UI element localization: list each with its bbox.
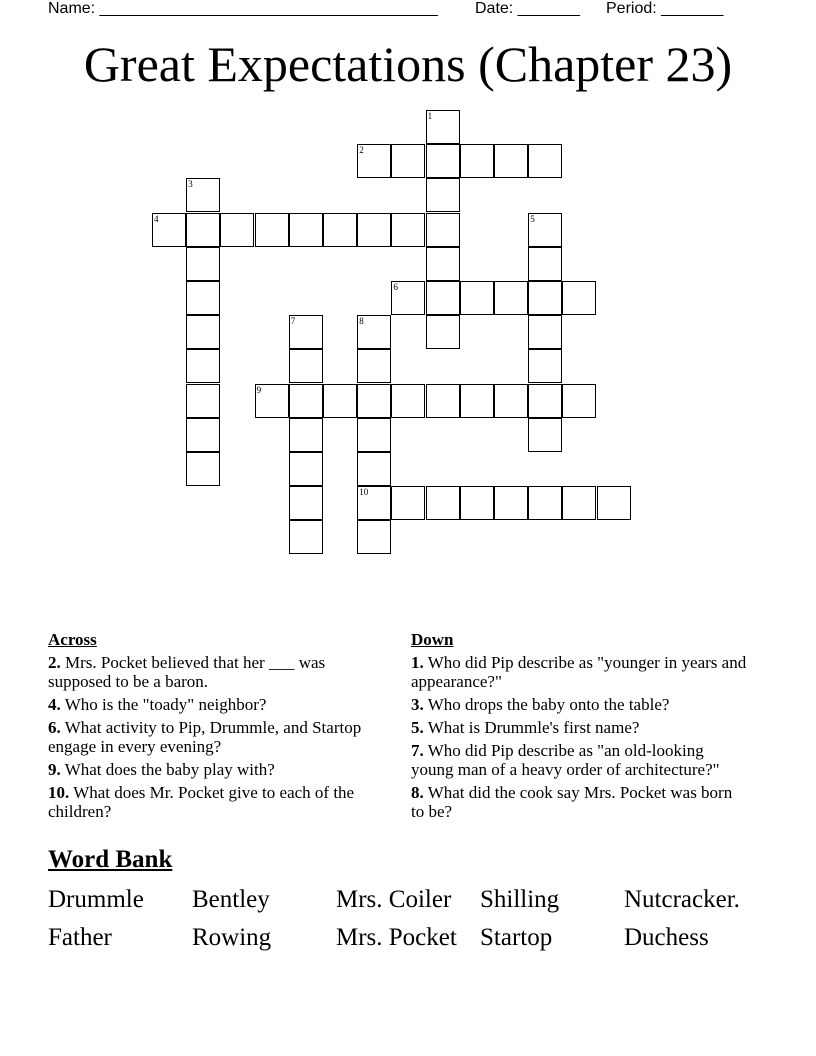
grid-cell[interactable] xyxy=(460,281,494,315)
grid-cell[interactable] xyxy=(528,281,562,315)
grid-cell[interactable] xyxy=(186,281,220,315)
grid-cell[interactable] xyxy=(289,520,323,554)
clue-across-10: 10. What does Mr. Pocket give to each of the children? xyxy=(48,783,355,821)
grid-cell[interactable] xyxy=(357,418,391,452)
grid-cell[interactable] xyxy=(426,178,460,212)
grid-cell[interactable] xyxy=(426,315,460,349)
grid-cell[interactable] xyxy=(426,213,460,247)
grid-cell[interactable] xyxy=(528,418,562,452)
grid-cell[interactable] xyxy=(357,384,391,418)
word-bank xyxy=(48,882,768,958)
word-bank-item: Mrs. Pocket xyxy=(336,924,457,951)
grid-cell[interactable] xyxy=(289,384,323,418)
grid-cell[interactable] xyxy=(494,144,528,178)
grid-cell[interactable] xyxy=(494,384,528,418)
clue-across-6: 6. What activity to Pip, Drummle, and Startop engage in every evening? xyxy=(48,718,362,756)
grid-cell[interactable] xyxy=(357,349,391,383)
across-clues xyxy=(48,630,384,825)
grid-cell[interactable] xyxy=(186,384,220,418)
cell-number: 7 xyxy=(290,316,296,327)
cell-number: 9 xyxy=(256,384,262,395)
cell-number: 8 xyxy=(359,316,364,327)
clue-across-9: 9. What does the baby play with? xyxy=(48,760,275,779)
word-bank-item: Father xyxy=(48,924,112,951)
cell-number: 10 xyxy=(359,487,369,498)
cell-number: 4 xyxy=(154,213,159,224)
grid-cell[interactable] xyxy=(391,144,425,178)
grid-cell[interactable] xyxy=(255,213,289,247)
grid-cell[interactable] xyxy=(426,247,460,281)
grid-cell[interactable] xyxy=(562,384,596,418)
grid-cell[interactable] xyxy=(152,213,186,247)
grid-cell[interactable] xyxy=(528,349,562,383)
grid-cell[interactable] xyxy=(186,213,220,247)
grid-cell[interactable] xyxy=(528,315,562,349)
grid-cell[interactable] xyxy=(528,486,562,520)
cell-number: 5 xyxy=(530,213,535,224)
grid-cell[interactable] xyxy=(391,281,425,315)
across-heading: Across xyxy=(48,630,97,649)
name-field-label: Name: ______________________________________ xyxy=(48,0,438,17)
clue-down-1: 1. Who did Pip describe as "younger in years and appearance?" xyxy=(411,653,747,691)
grid-cell[interactable] xyxy=(528,247,562,281)
grid-cell[interactable] xyxy=(357,144,391,178)
clue-down-8: 8. What did the cook say Mrs. Pocket was born to be? xyxy=(411,783,733,821)
clue-across-4: 4. Who is the "toady" neighbor? xyxy=(48,695,267,714)
grid-cell[interactable] xyxy=(186,247,220,281)
grid-cell[interactable] xyxy=(357,452,391,486)
grid-cell[interactable] xyxy=(426,384,460,418)
grid-cell[interactable] xyxy=(597,486,631,520)
word-bank-item: Startop xyxy=(480,924,553,951)
grid-cell[interactable] xyxy=(528,384,562,418)
grid-cell[interactable] xyxy=(323,384,357,418)
down-clues xyxy=(411,630,747,825)
grid-cell[interactable] xyxy=(186,178,220,212)
worksheet-title: Great Expectations (Chapter 23) xyxy=(83,36,733,92)
down-heading: Down xyxy=(411,630,454,649)
grid-cell[interactable] xyxy=(186,452,220,486)
grid-cell[interactable] xyxy=(528,213,562,247)
word-bank-item: Drummle xyxy=(48,886,144,913)
grid-cell[interactable] xyxy=(562,281,596,315)
grid-cell[interactable] xyxy=(323,213,357,247)
date-field-label: Date: _______ xyxy=(475,0,580,17)
clue-across-2: 2. Mrs. Pocket believed that her ___ was supposed to be a baron. xyxy=(48,653,326,691)
word-bank-item: Rowing xyxy=(192,924,272,951)
grid-cell[interactable] xyxy=(494,281,528,315)
word-bank-item: Nutcracker. xyxy=(624,886,740,913)
grid-cell[interactable] xyxy=(494,486,528,520)
grid-cell[interactable] xyxy=(289,486,323,520)
cell-number: 6 xyxy=(393,282,398,292)
grid-cell[interactable] xyxy=(426,144,460,178)
grid-cell[interactable] xyxy=(289,418,323,452)
period-field-label: Period: _______ xyxy=(606,0,724,17)
clue-down-3: 3. Who drops the baby onto the table? xyxy=(411,695,670,714)
grid-cell[interactable] xyxy=(460,486,494,520)
grid-cell[interactable] xyxy=(357,213,391,247)
grid-cell[interactable] xyxy=(391,384,425,418)
grid-cell[interactable] xyxy=(426,281,460,315)
cell-number: 1 xyxy=(427,111,433,121)
grid-cell[interactable] xyxy=(528,144,562,178)
cell-number: 3 xyxy=(188,179,193,190)
grid-cell[interactable] xyxy=(391,213,425,247)
grid-cell[interactable] xyxy=(460,144,494,178)
clue-down-7: 7. Who did Pip describe as "an old-looking young man of a heavy order of architecture?" xyxy=(411,741,720,779)
grid-cell[interactable] xyxy=(289,213,323,247)
grid-cell[interactable] xyxy=(186,418,220,452)
word-bank-item: Duchess xyxy=(624,924,709,951)
word-bank-item: Mrs. Coiler xyxy=(336,886,452,913)
grid-cell[interactable] xyxy=(562,486,596,520)
grid-cell[interactable] xyxy=(426,110,460,144)
grid-cell[interactable] xyxy=(357,520,391,554)
grid-cell[interactable] xyxy=(426,486,460,520)
word-bank-item: Shilling xyxy=(480,886,560,913)
grid-cell[interactable] xyxy=(289,349,323,383)
grid-cell[interactable] xyxy=(357,486,391,520)
grid-cell[interactable] xyxy=(220,213,254,247)
word-bank-title: Word Bank xyxy=(48,846,173,873)
grid-cell[interactable] xyxy=(186,349,220,383)
grid-cell[interactable] xyxy=(460,384,494,418)
grid-cell[interactable] xyxy=(357,315,391,349)
word-bank-item: Bentley xyxy=(192,886,270,913)
grid-cell[interactable] xyxy=(391,486,425,520)
cell-number: 2 xyxy=(359,145,364,156)
grid-cell[interactable] xyxy=(289,315,323,349)
grid-cell[interactable] xyxy=(186,315,220,349)
grid-cell[interactable] xyxy=(289,452,323,486)
clue-down-5: 5. What is Drummle's first name? xyxy=(411,718,640,737)
grid-cell[interactable] xyxy=(255,384,289,418)
